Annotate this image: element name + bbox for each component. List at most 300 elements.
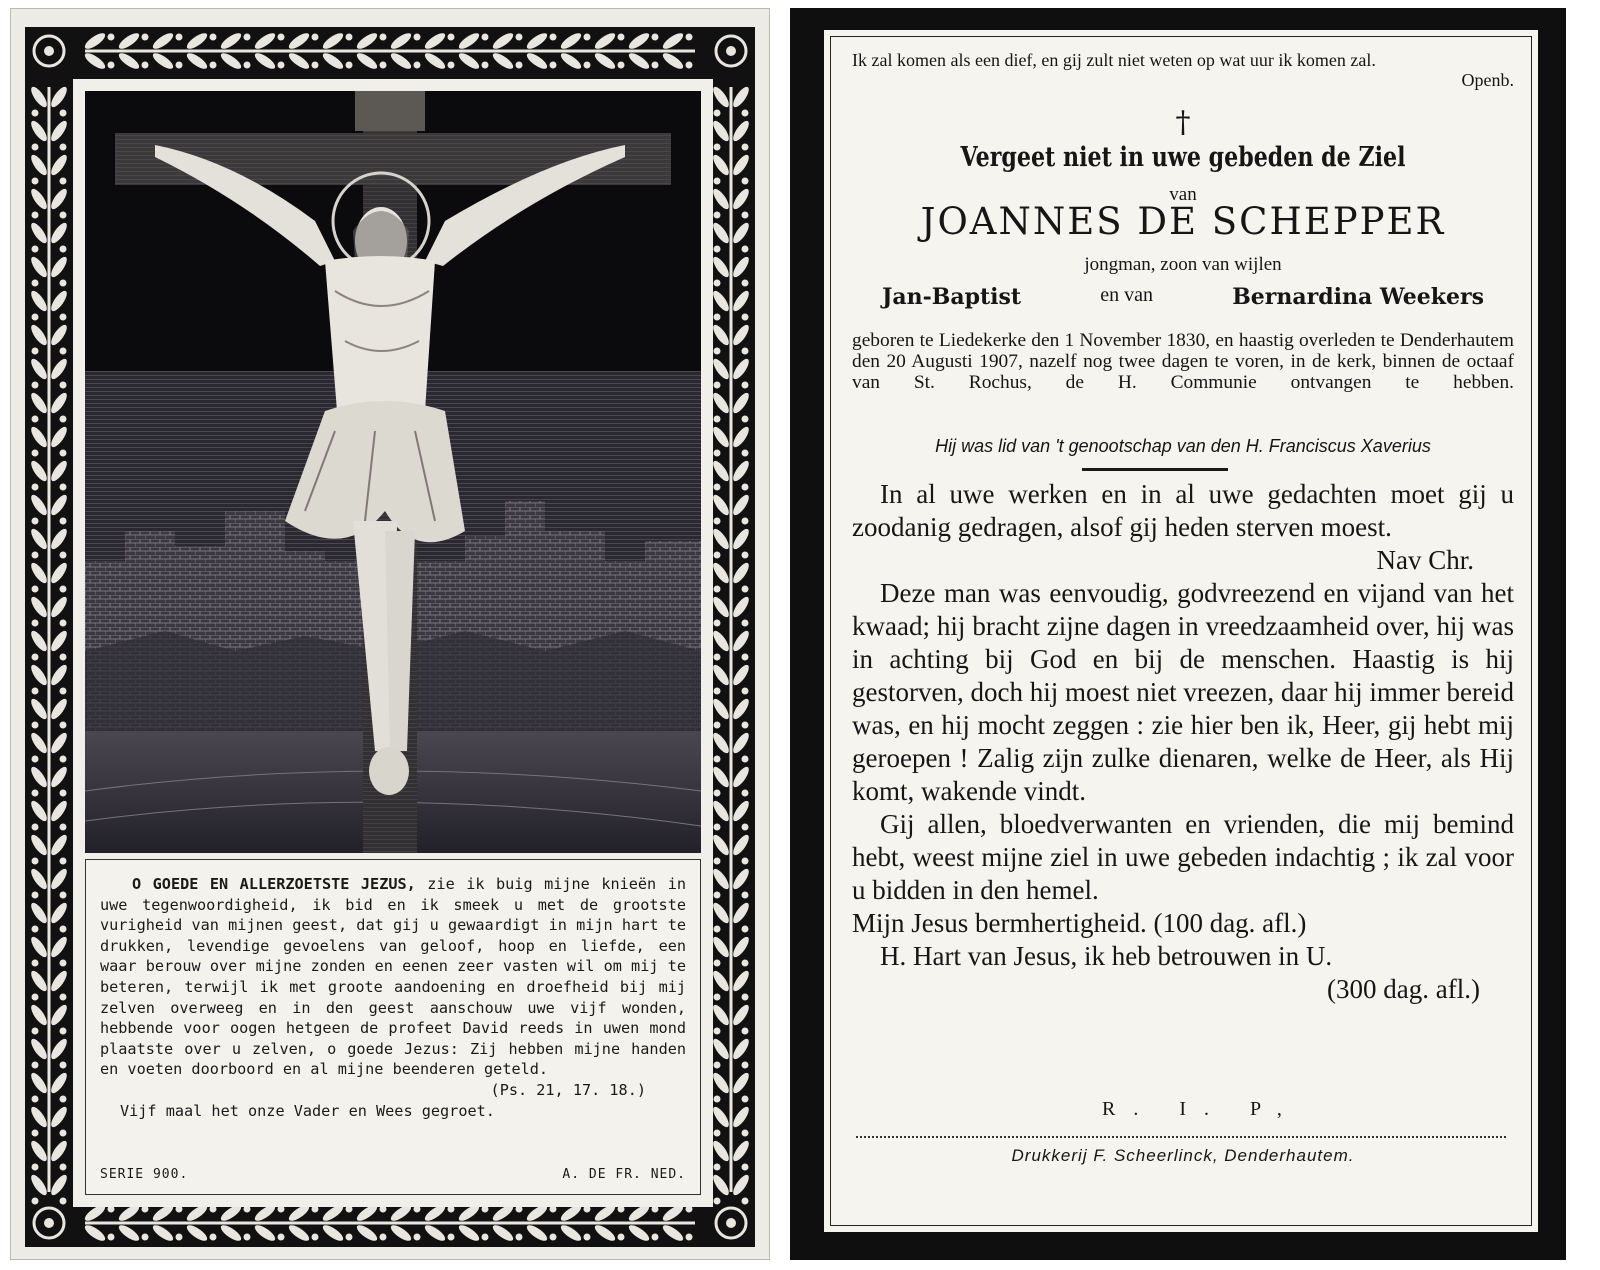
laurel-leaf — [730, 629, 751, 654]
laurel-berry — [742, 756, 749, 763]
laurel-leaf — [710, 357, 731, 382]
laurel-berry — [742, 484, 749, 491]
laurel-leaf — [710, 323, 731, 348]
laurel-leaf — [355, 50, 380, 71]
prayer-card-front — [10, 8, 770, 1260]
laurel-berry — [550, 34, 557, 41]
laurel-berry — [714, 654, 721, 661]
laurel-berry — [742, 144, 749, 151]
laurel-berry — [32, 926, 39, 933]
laurel-berry — [142, 34, 149, 41]
laurel-leaf — [48, 1139, 69, 1164]
laurel-leaf — [710, 595, 731, 620]
laurel-berry — [60, 1062, 67, 1069]
laurel-leaf — [48, 1037, 69, 1062]
laurel-berry — [60, 518, 67, 525]
laurel-leaf — [48, 391, 69, 416]
laurel-leaf — [48, 731, 69, 756]
laurel-leaf — [593, 1222, 618, 1243]
laurel-berry — [618, 1234, 625, 1241]
laurel-berry — [516, 1234, 523, 1241]
laurel-leaf — [48, 799, 69, 824]
laurel-leaf — [28, 765, 49, 790]
laurel-berry — [60, 246, 67, 253]
laurel-berry — [550, 1234, 557, 1241]
laurel-berry — [742, 314, 749, 321]
laurel-leaf — [730, 221, 751, 246]
laurel-leaf — [28, 969, 49, 994]
laurel-leaf — [661, 50, 686, 71]
relation-text: jongman, zoon van wijlen — [1084, 254, 1282, 275]
laurel-leaf — [48, 901, 69, 926]
laurel-berry — [32, 552, 39, 559]
laurel-berry — [312, 34, 319, 41]
laurel-leaf — [28, 187, 49, 212]
laurel-leaf — [491, 50, 516, 71]
indulgence-1: Mijn Jesus bermhertigheid. (100 dag. afl.) — [852, 908, 1307, 938]
mourning-text-panel — [824, 30, 1538, 1232]
laurel-berry — [742, 212, 749, 219]
laurel-berry — [550, 62, 557, 69]
laurel-leaf — [321, 30, 346, 51]
laurel-berry — [32, 1130, 39, 1137]
laurel-berry — [32, 858, 39, 865]
laurel-berry — [714, 926, 721, 933]
laurel-leaf — [710, 1071, 731, 1096]
laurel-berry — [60, 858, 67, 865]
laurel-leaf — [710, 765, 731, 790]
laurel-leaf — [28, 935, 49, 960]
laurel-leaf — [48, 1105, 69, 1130]
laurel-leaf — [710, 799, 731, 824]
laurel-berry — [32, 620, 39, 627]
laurel-berry — [742, 518, 749, 525]
laurel-leaf — [28, 731, 49, 756]
laurel-berry — [742, 926, 749, 933]
laurel-leaf — [710, 833, 731, 858]
laurel-leaf — [730, 391, 751, 416]
laurel-berry — [244, 34, 251, 41]
laurel-berry — [210, 1234, 217, 1241]
laurel-leaf — [28, 1105, 49, 1130]
laurel-berry — [312, 1234, 319, 1241]
laurel-leaf — [389, 1222, 414, 1243]
laurel-leaf — [710, 901, 731, 926]
laurel-berry — [176, 1234, 183, 1241]
laurel-berry — [742, 722, 749, 729]
laurel-berry — [714, 212, 721, 219]
laurel-berry — [742, 654, 749, 661]
laurel-leaf — [28, 867, 49, 892]
laurel-leaf — [457, 50, 482, 71]
laurel-berry — [380, 1234, 387, 1241]
laurel-berry — [60, 722, 67, 729]
laurel-leaf — [355, 1222, 380, 1243]
laurel-berry — [60, 1198, 67, 1205]
laurel-leaf — [28, 289, 49, 314]
laurel-berry — [742, 246, 749, 253]
laurel-berry — [714, 1130, 721, 1137]
laurel-berry — [32, 790, 39, 797]
laurel-leaf — [525, 30, 550, 51]
birth-death-text: geboren te Liedekerke den 1 November 1830, en haastig overleden te Denderhautem den 20 Augusti 1907, nazelf nog twee dagen te voren, in de kerk, binnen de octaaf van St. Rochus, de H. Communie ontvangen te hebben. — [852, 330, 1514, 393]
laurel-leaf — [559, 50, 584, 71]
laurel-leaf — [593, 30, 618, 51]
psalm-citation: (Ps. 21, 17. 18.) — [490, 1080, 646, 1099]
laurel-leaf — [83, 50, 108, 71]
laurel-berry — [742, 110, 749, 117]
laurel-berry — [32, 178, 39, 185]
laurel-leaf — [661, 30, 686, 51]
laurel-leaf — [730, 1139, 751, 1164]
crucifix-image — [85, 91, 701, 853]
laurel-berry — [584, 34, 591, 41]
laurel-leaf — [710, 629, 731, 654]
laurel-berry — [32, 824, 39, 831]
laurel-leaf — [710, 527, 731, 552]
laurel-berry — [714, 484, 721, 491]
laurel-leaf — [219, 1222, 244, 1243]
laurel-berry — [244, 62, 251, 69]
laurel-berry — [60, 212, 67, 219]
laurel-leaf — [48, 663, 69, 688]
laurel-berry — [584, 62, 591, 69]
laurel-berry — [742, 688, 749, 695]
laurel-leaf — [389, 50, 414, 71]
laurel-berry — [714, 144, 721, 151]
laurel-leaf — [730, 425, 751, 450]
laurel-berry — [686, 34, 693, 41]
laurel-leaf — [48, 493, 69, 518]
laurel-leaf — [730, 1071, 751, 1096]
laurel-berry — [742, 1198, 749, 1205]
laurel-leaf — [28, 221, 49, 246]
crucifix-engraving — [85, 91, 701, 853]
laurel-leaf — [48, 85, 69, 110]
laurel-leaf — [730, 833, 751, 858]
laurel-berry — [60, 824, 67, 831]
laurel-berry — [742, 1096, 749, 1103]
laurel-leaf — [423, 30, 448, 51]
laurel-leaf — [710, 289, 731, 314]
laurel-leaf — [48, 867, 69, 892]
laurel-leaf — [730, 561, 751, 586]
laurel-berry — [32, 110, 39, 117]
laurel-berry — [714, 994, 721, 1001]
laurel-leaf — [48, 153, 69, 178]
laurel-berry — [742, 1130, 749, 1137]
laurel-leaf — [730, 697, 751, 722]
laurel-berry — [32, 280, 39, 287]
laurel-leaf — [28, 391, 49, 416]
laurel-berry — [60, 280, 67, 287]
laurel-leaf — [730, 901, 751, 926]
laurel-berry — [346, 1234, 353, 1241]
laurel-leaf — [48, 561, 69, 586]
laurel-leaf — [48, 765, 69, 790]
laurel-leaf — [28, 527, 49, 552]
laurel-leaf — [730, 255, 751, 280]
laurel-berry — [60, 144, 67, 151]
laurel-leaf — [151, 50, 176, 71]
laurel-leaf — [730, 765, 751, 790]
membership-text: Hij was lid van 't genootschap van den H. Franciscus Xaverius — [935, 436, 1431, 456]
laurel-berry — [516, 34, 523, 41]
meditation-para-2: Deze man was eenvoudig, godvreezend en vijand van het kwaad; hij bracht zijne dagen in vreedzaamheid over, hij was in achting bij God en bij de menschen. Haastig is hij gestorven, doch hij moest niet vreezen, daar hij immer bereid was, en hij mocht zeggen : zie hier ben ik, Heer, gij hebt mij geroepen ! Zalig zijn zulke dienaren, welke de Heer, als Hij komt, wakende vindt. — [852, 578, 1515, 806]
laurel-leaf — [28, 663, 49, 688]
meditation-text — [852, 478, 1514, 1006]
laurel-berry — [742, 280, 749, 287]
laurel-berry — [60, 1096, 67, 1103]
laurel-leaf — [48, 527, 69, 552]
laurel-leaf — [28, 357, 49, 382]
quote-text: Ik zal komen als een dief, en gij zult niet weten op wat uur ik komen zal. — [852, 50, 1376, 70]
laurel-leaf — [151, 1222, 176, 1243]
prayer-footer-instruction: Vijf maal het onze Vader en Wees gegroet. — [120, 1101, 495, 1120]
laurel-berry — [714, 552, 721, 559]
laurel-berry — [32, 722, 39, 729]
laurel-berry — [742, 450, 749, 457]
laurel-leaf — [28, 119, 49, 144]
laurel-leaf — [730, 289, 751, 314]
laurel-leaf — [48, 323, 69, 348]
laurel-leaf — [710, 969, 731, 994]
laurel-berry — [60, 926, 67, 933]
laurel-leaf — [559, 1222, 584, 1243]
laurel-leaf — [389, 30, 414, 51]
laurel-leaf — [28, 629, 49, 654]
laurel-berry — [32, 450, 39, 457]
prayer-heading: O GOEDE EN ALLERZOETSTE JEZUS, — [132, 875, 416, 893]
laurel-berry — [652, 1234, 659, 1241]
laurel-berry — [32, 1198, 39, 1205]
laurel-berry — [142, 1234, 149, 1241]
laurel-berry — [714, 110, 721, 117]
parents-joiner: en van — [1100, 284, 1154, 306]
laurel-berry — [32, 586, 39, 593]
laurel-berry — [714, 246, 721, 253]
laurel-leaf — [253, 30, 278, 51]
laurel-berry — [742, 1028, 749, 1035]
laurel-berry — [210, 62, 217, 69]
laurel-berry — [714, 960, 721, 967]
laurel-berry — [32, 688, 39, 695]
laurel-berry — [32, 960, 39, 967]
laurel-leaf — [730, 663, 751, 688]
laurel-leaf — [710, 153, 731, 178]
laurel-leaf — [710, 867, 731, 892]
laurel-berry — [60, 654, 67, 661]
laurel-berry — [278, 34, 285, 41]
laurel-berry — [380, 62, 387, 69]
laurel-leaf — [491, 30, 516, 51]
laurel-berry — [742, 790, 749, 797]
laurel-leaf — [710, 935, 731, 960]
laurel-berry — [380, 34, 387, 41]
laurel-leaf — [28, 1071, 49, 1096]
laurel-leaf — [48, 1071, 69, 1096]
laurel-berry — [278, 1234, 285, 1241]
laurel-berry — [32, 484, 39, 491]
laurel-leaf — [117, 30, 142, 51]
laurel-leaf — [28, 85, 49, 110]
publisher-mark: A. DE FR. NED. — [562, 1167, 686, 1183]
laurel-leaf — [321, 50, 346, 71]
laurel-berry — [60, 450, 67, 457]
laurel-leaf — [28, 1139, 49, 1164]
laurel-leaf — [710, 1037, 731, 1062]
laurel-leaf — [730, 493, 751, 518]
laurel-berry — [32, 654, 39, 661]
laurel-berry — [714, 1198, 721, 1205]
laurel-leaf — [710, 187, 731, 212]
laurel-leaf — [710, 391, 731, 416]
laurel-berry — [742, 416, 749, 423]
laurel-leaf — [117, 50, 142, 71]
laurel-leaf — [730, 1003, 751, 1028]
laurel-berry — [742, 178, 749, 185]
meditation-source: Nav Chr. — [1376, 545, 1474, 575]
laurel-berry — [32, 382, 39, 389]
laurel-leaf — [491, 1222, 516, 1243]
laurel-berry — [714, 892, 721, 899]
laurel-leaf — [730, 1105, 751, 1130]
laurel-berry — [686, 62, 693, 69]
laurel-berry — [742, 824, 749, 831]
laurel-berry — [32, 314, 39, 321]
laurel-leaf — [710, 255, 731, 280]
laurel-leaf — [185, 30, 210, 51]
laurel-berry — [32, 348, 39, 355]
laurel-berry — [414, 1234, 421, 1241]
laurel-leaf — [48, 595, 69, 620]
laurel-leaf — [28, 833, 49, 858]
laurel-berry — [714, 450, 721, 457]
laurel-leaf — [219, 30, 244, 51]
deceased-name: JOANNES DE SCHEPPER — [920, 200, 1446, 243]
laurel-berry — [32, 756, 39, 763]
laurel-leaf — [28, 255, 49, 280]
laurel-berry — [652, 62, 659, 69]
laurel-berry — [618, 62, 625, 69]
laurel-leaf — [730, 85, 751, 110]
laurel-leaf — [355, 30, 380, 51]
laurel-leaf — [710, 1105, 731, 1130]
laurel-leaf — [710, 119, 731, 144]
indulgence-2-source: (300 dag. afl.) — [1327, 974, 1480, 1004]
laurel-leaf — [48, 1173, 69, 1198]
laurel-leaf — [28, 595, 49, 620]
laurel-berry — [714, 518, 721, 525]
laurel-leaf — [219, 50, 244, 71]
laurel-leaf — [48, 969, 69, 994]
laurel-berry — [60, 178, 67, 185]
laurel-berry — [448, 34, 455, 41]
laurel-leaf — [28, 425, 49, 450]
laurel-leaf — [457, 1222, 482, 1243]
laurel-leaf — [287, 30, 312, 51]
laurel-leaf — [48, 357, 69, 382]
van-label: van — [1169, 184, 1197, 205]
laurel-berry — [714, 314, 721, 321]
laurel-leaf — [730, 187, 751, 212]
laurel-berry — [714, 620, 721, 627]
laurel-berry — [176, 62, 183, 69]
laurel-berry — [714, 280, 721, 287]
laurel-berry — [244, 1234, 251, 1241]
laurel-berry — [32, 892, 39, 899]
laurel-berry — [60, 1028, 67, 1035]
series-number: SERIE 900. — [100, 1167, 189, 1183]
laurel-leaf — [287, 1222, 312, 1243]
laurel-leaf — [28, 153, 49, 178]
laurel-berry — [60, 892, 67, 899]
prayer-card-back — [790, 8, 1566, 1260]
laurel-leaf — [730, 323, 751, 348]
laurel-leaf — [83, 1222, 108, 1243]
laurel-leaf — [48, 119, 69, 144]
laurel-berry — [448, 1234, 455, 1241]
laurel-berry — [108, 34, 115, 41]
quote-source: Openb. — [1461, 70, 1514, 90]
laurel-berry — [60, 688, 67, 695]
laurel-leaf — [48, 833, 69, 858]
laurel-berry — [346, 62, 353, 69]
laurel-leaf — [28, 1003, 49, 1028]
laurel-berry — [60, 960, 67, 967]
laurel-leaf — [48, 425, 69, 450]
laurel-leaf — [48, 629, 69, 654]
laurel-berry — [60, 1130, 67, 1137]
laurel-leaf — [710, 1003, 731, 1028]
laurel-leaf — [48, 221, 69, 246]
laurel-leaf — [525, 50, 550, 71]
laurel-berry — [714, 790, 721, 797]
laurel-berry — [482, 34, 489, 41]
laurel-leaf — [423, 50, 448, 71]
laurel-berry — [714, 722, 721, 729]
laurel-leaf — [423, 1222, 448, 1243]
laurel-leaf — [710, 459, 731, 484]
laurel-leaf — [710, 561, 731, 586]
laurel-leaf — [730, 969, 751, 994]
laurel-leaf — [48, 697, 69, 722]
laurel-berry — [60, 756, 67, 763]
card-inner-panel — [73, 79, 713, 1207]
mother-name: Bernardina Weekers — [1232, 284, 1484, 310]
laurel-berry — [742, 620, 749, 627]
laurel-leaf — [710, 697, 731, 722]
laurel-berry — [448, 62, 455, 69]
laurel-leaf — [117, 1222, 142, 1243]
dotted-divider — [856, 1136, 1506, 1138]
laurel-berry — [414, 62, 421, 69]
remembrance-heading: Vergeet niet in uwe gebeden de Ziel — [960, 142, 1406, 173]
laurel-leaf — [48, 187, 69, 212]
laurel-leaf — [48, 255, 69, 280]
laurel-berry — [714, 858, 721, 865]
laurel-leaf — [253, 50, 278, 71]
laurel-leaf — [253, 1222, 278, 1243]
laurel-berry — [60, 314, 67, 321]
meditation-para-1: In al uwe werken en in al uwe gedachten moet gij u zoodanig gedragen, alsof gij heden sterven moest. — [852, 479, 1514, 542]
laurel-leaf — [730, 119, 751, 144]
laurel-berry — [32, 416, 39, 423]
laurel-leaf — [28, 493, 49, 518]
laurel-berry — [32, 518, 39, 525]
laurel-berry — [32, 144, 39, 151]
laurel-berry — [742, 586, 749, 593]
